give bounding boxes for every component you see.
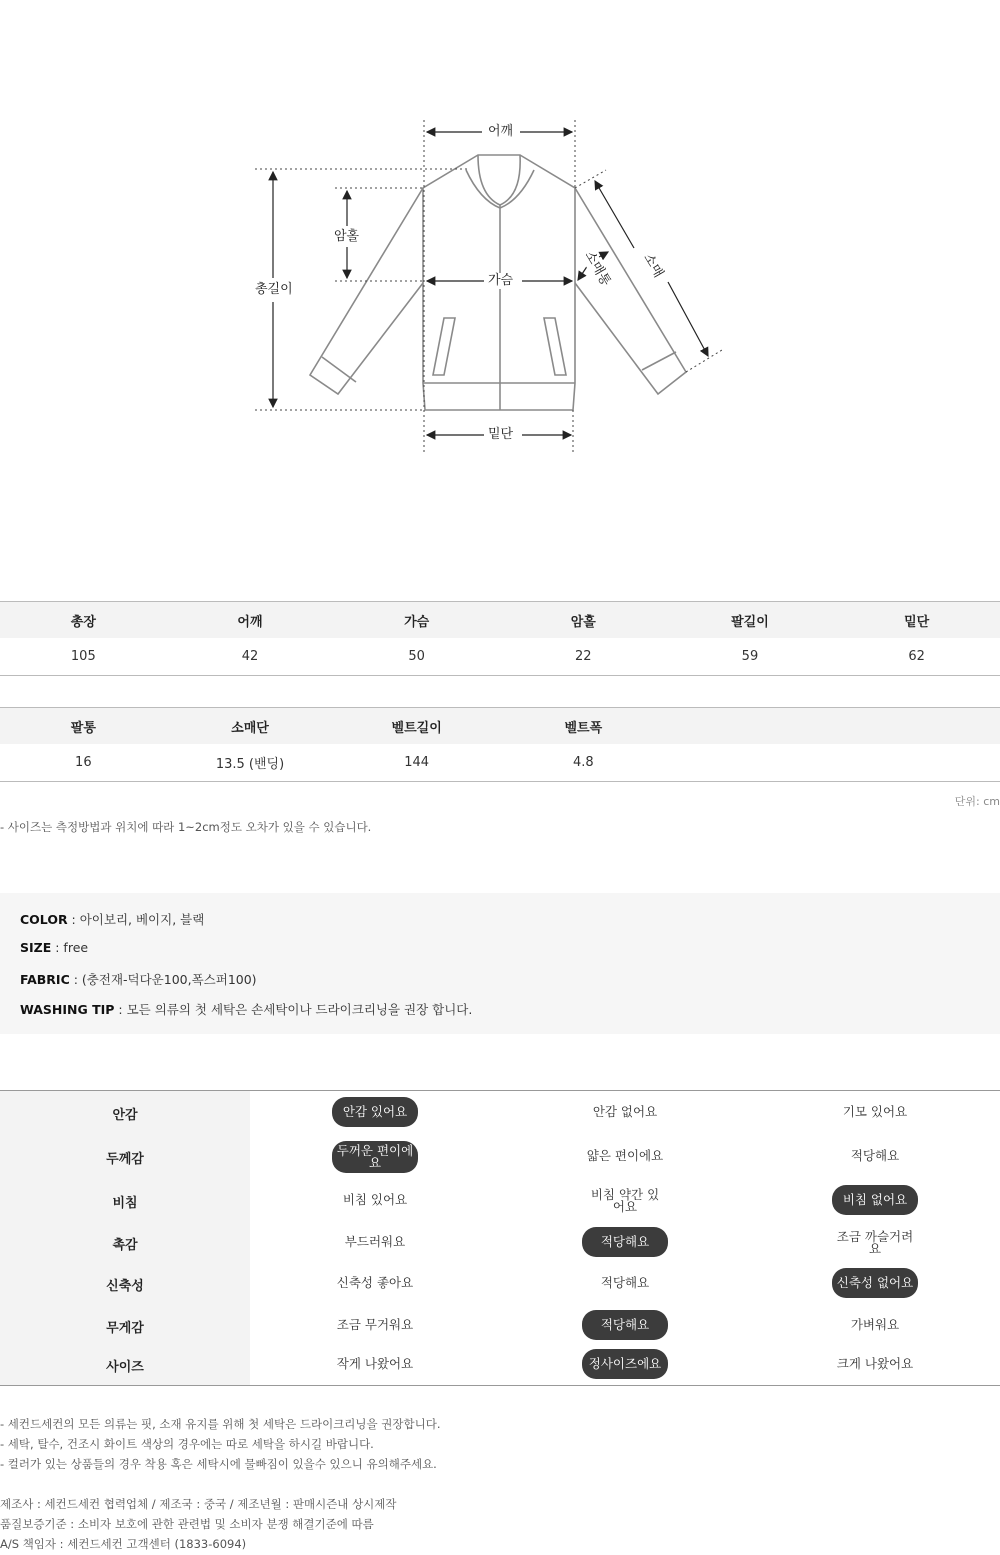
care-note: - 컬러가 있는 상품들의 경우 착용 혹은 세탁시에 물빠짐이 있을수 있으니 유의해주세요. [0, 1457, 437, 1471]
unit-label: 단위: cm [954, 795, 1000, 808]
label-chest: 가슴 [485, 273, 516, 289]
info-fabric [20, 970, 257, 988]
company-info: 품질보증기준 : 소비자 보호에 관한 관련법 및 소비자 분쟁 해결기준에 따름 [0, 1517, 374, 1531]
size-diagram [0, 0, 1000, 500]
info-key: SIZE [20, 940, 52, 955]
feel-option: 부드러워요 [344, 1234, 406, 1249]
label-sleeve: 소매 [638, 249, 667, 284]
value-cell: 105 [0, 638, 167, 676]
value-cell: 16 [0, 744, 167, 782]
size-table-header [0, 708, 1000, 745]
info-value: : (충전재-덕다운100,폭스퍼100) [69, 972, 257, 987]
header-cell: 팔길이 [667, 602, 834, 639]
size-table-1 [0, 601, 1000, 676]
header-cell: 밑단 [833, 602, 1000, 639]
feel-option-selected: 두꺼운 편이에요 [332, 1141, 418, 1173]
feel-option: 비침 있어요 [342, 1192, 408, 1207]
header-cell [667, 708, 834, 745]
header-cell: 소매단 [167, 708, 334, 745]
info-value: : 아이보리, 베이지, 블랙 [67, 912, 205, 927]
feel-option: 가벼워요 [850, 1317, 900, 1332]
feel-row-label: 무게감 [106, 1321, 144, 1336]
value-cell [667, 744, 834, 782]
feel-row-label: 두께감 [106, 1152, 144, 1167]
feel-row-label: 안감 [112, 1108, 138, 1123]
info-value: : 모든 의류의 첫 세탁은 손세탁이나 드라이크리닝을 권장 합니다. [114, 1002, 473, 1017]
feel-row-label: 비침 [112, 1196, 138, 1211]
feel-option: 조금 무거워요 [336, 1317, 414, 1332]
info-size [20, 940, 88, 955]
value-cell: 42 [167, 638, 334, 676]
header-cell [833, 708, 1000, 745]
header-cell: 가슴 [333, 602, 500, 639]
label-shoulder: 어깨 [485, 124, 516, 140]
jacket-illustration [0, 0, 1000, 500]
feel-option-selected: 비침 없어요 [832, 1185, 918, 1215]
size-table-row [0, 744, 1000, 782]
value-cell: 144 [333, 744, 500, 782]
value-cell: 13.5 (밴딩) [167, 744, 334, 782]
feel-option: 적당해요 [850, 1148, 900, 1163]
value-cell: 22 [500, 638, 667, 676]
header-cell: 팔통 [0, 708, 167, 745]
header-cell: 암홀 [500, 602, 667, 639]
size-note: - 사이즈는 측정방법과 위치에 따라 1~2cm정도 오차가 있을 수 있습니다. [0, 820, 372, 834]
company-info: A/S 책임자 : 세컨드세컨 고객센터 (1833-6094) [0, 1537, 247, 1551]
feel-option-selected: 적당해요 [582, 1310, 668, 1340]
value-cell [833, 744, 1000, 782]
info-key: COLOR [20, 912, 68, 927]
info-washing [20, 1000, 472, 1018]
feel-option: 기모 있어요 [842, 1104, 908, 1119]
value-cell: 59 [667, 638, 834, 676]
header-cell: 벨트길이 [333, 708, 500, 745]
info-color [20, 910, 204, 928]
feel-option: 비침 약간 있어요 [590, 1187, 660, 1214]
value-cell: 50 [333, 638, 500, 676]
product-info-box [0, 893, 1000, 1034]
company-info: 제조사 : 세컨드세컨 협력업체 / 제조국 : 중국 / 제조년월 : 판매시즌내 상시제작 [0, 1497, 397, 1511]
feel-option: 크게 나왔어요 [836, 1356, 914, 1371]
feel-row-label: 사이즈 [106, 1360, 144, 1375]
feel-row-label: 촉감 [112, 1238, 138, 1253]
feel-option: 신축성 좋아요 [336, 1275, 414, 1290]
label-armhole: 암홀 [331, 229, 362, 245]
fit-feel-table [0, 1090, 1000, 1386]
feel-option-selected: 적당해요 [582, 1227, 668, 1257]
header-cell: 총장 [0, 602, 167, 639]
size-table-header [0, 602, 1000, 639]
info-key: WASHING TIP [20, 1002, 115, 1017]
feel-option-selected: 신축성 없어요 [832, 1268, 918, 1298]
care-note: - 세컨드세컨의 모든 의류는 핏, 소재 유지를 위해 첫 세탁은 드라이크리닝을 권장합니다. [0, 1417, 441, 1431]
feel-option: 적당해요 [600, 1275, 650, 1290]
size-table-2 [0, 707, 1000, 782]
label-sleeve-width: 소매통 [579, 246, 615, 292]
label-hem: 밑단 [485, 427, 516, 443]
header-cell: 벨트폭 [500, 708, 667, 745]
feel-option: 작게 나왔어요 [336, 1356, 414, 1371]
value-cell: 62 [833, 638, 1000, 676]
size-table-row [0, 638, 1000, 676]
feel-option: 안감 없어요 [592, 1104, 658, 1119]
label-total-length: 총길이 [252, 282, 296, 298]
feel-option: 얇은 편이에요 [586, 1148, 664, 1163]
feel-option: 조금 까슬거려요 [836, 1229, 914, 1256]
value-cell: 4.8 [500, 744, 667, 782]
header-cell: 어깨 [167, 602, 334, 639]
care-note: - 세탁, 탈수, 건조시 화이트 색상의 경우에는 따로 세탁을 하시길 바랍니다. [0, 1437, 374, 1451]
feel-row-label: 신축성 [106, 1279, 144, 1294]
feel-option-selected: 정사이즈에요 [582, 1349, 668, 1379]
feel-option-selected: 안감 있어요 [332, 1097, 418, 1127]
info-value: : free [51, 940, 89, 955]
info-key: FABRIC [20, 972, 70, 987]
